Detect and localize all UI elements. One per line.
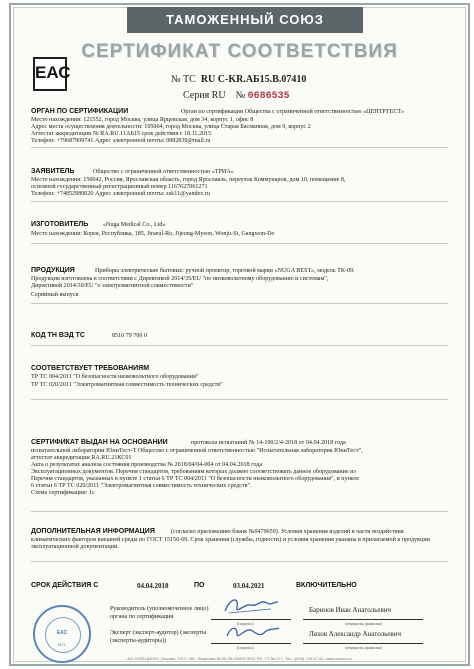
extra-line: климатических факторов внешней среды по ГОСТ 15150-69. Срок хранения (службы, годности) и условия хранения указаны в прилагаемой к продукции	[31, 537, 430, 543]
requirements-line: ТР ТС 004/2011 "О безопасности низковольтного оборудования"	[31, 374, 199, 380]
divider	[31, 511, 448, 512]
expert-signature	[223, 620, 283, 644]
applicant-line: Место нахождения: 150042, Россия, Ярославская область, город Ярославль, переулок Коммунаров, дом 10, помещение 8,	[31, 177, 346, 183]
name-caption: (инициалы, фамилия)	[345, 645, 382, 650]
tnved-code: 8516 79 700 0	[112, 333, 148, 339]
customs-union-ribbon: ТАМОЖЕННЫЙ СОЮЗ	[127, 7, 363, 33]
seal-mark: ЕАС	[56, 630, 68, 636]
series-number: Серия RU № 0686535	[183, 90, 290, 102]
name-line	[303, 643, 423, 644]
certification-seal	[33, 605, 91, 663]
organ-line: Адрес места осуществления деятельности: 105064, город Москва, улица Старая Басманная, дом 9, корпус 2	[31, 124, 311, 130]
seal-mp: М.П.	[57, 642, 67, 647]
basis-line: аттестат аккредитации RA.RU.21КС01	[31, 455, 132, 461]
organ-line: Орган по сертификации Общества с ограниченной ответственностью «ЦЕНТРТЕСТ»	[181, 109, 404, 115]
basis-heading: СЕРТИФИКАТ ВЫДАН НА ОСНОВАНИИ	[31, 439, 168, 446]
divider	[31, 399, 448, 400]
extra-line: (согласно приложению бланк №0479659). Условия хранения изделий в части воздействия	[171, 529, 404, 535]
manufacturer-line: Место нахождения: Корея, Республика, 185, Jiraeul-Ro, Jijeong-Myeon, Wonju-Si, Gangwon-Do	[31, 231, 275, 237]
expert-name: Ляхов Александр Анатольевич	[309, 630, 401, 638]
applicant-line: Телефон: +74852989020 Адрес электронной почты: zsk11@yandex.ru	[31, 191, 210, 197]
head-signature	[221, 593, 281, 619]
applicant-line: Общество с ограниченной ответственностью «ТРИА»	[93, 169, 234, 175]
applicant-line: основной государственный регистрационный номер 1167627061271	[31, 184, 208, 190]
sign-caption: (подпись)	[237, 645, 254, 650]
tnved-heading: КОД ТН ВЭД ТС	[31, 332, 85, 339]
manufacturer-line: «Nuga Medical Co., Ltd»	[103, 222, 166, 228]
divider	[31, 345, 448, 346]
eac-logo: ЕАС	[33, 57, 67, 91]
signature-line	[211, 643, 291, 644]
requirements-line: ТР ТС 020/2011 "Электромагнитная совместимость технических средств"	[31, 382, 223, 388]
validity-label: СРОК ДЕЙСТВИЯ С	[31, 582, 99, 589]
extra-heading: ДОПОЛНИТЕЛЬНАЯ ИНФОРМАЦИЯ	[31, 528, 155, 535]
divider	[31, 561, 448, 562]
divider	[31, 147, 448, 148]
basis-line: Схема сертификации: 1с	[31, 490, 95, 496]
divider	[31, 201, 448, 202]
basis-line: 6 статьи 6 ТР ТС 020/2011 "Электромагнитная совместимость технических средств".	[31, 483, 252, 489]
basis-line: протокола испытаний № 14-190/2/4-2018 от 04.04.2018 года	[191, 440, 346, 446]
basis-line: Эксплуатационных документов. Перечня стандартов, требованиям которых должно соответствовать данное оборудование из	[31, 469, 356, 475]
name-line	[303, 619, 423, 620]
validity-inclusive: ВКЛЮЧИТЕЛЬНО	[296, 582, 357, 589]
organ-line: Место нахождения: 121552, город Москва, улица Ярцевская, дом 34, корпус 1, офис 8	[31, 117, 254, 123]
product-heading: ПРОДУКЦИЯ	[31, 267, 75, 274]
basis-line: Акта о результатах анализа состояния производства № 2018/04/04-004 от 04.04.2018 года	[31, 462, 263, 468]
head-name: Баринов Иван Анатольевич	[309, 606, 392, 614]
certificate-number: № ТС RU C-KR.АБ15.В.07410	[171, 74, 307, 85]
basis-line: Перечня стандартов, указанных в пункте 1 статьи 6 ТР ТС 004/2011 "О безопасности низковольтного оборудования", и пункте	[31, 476, 360, 482]
product-line: Приборы электрические бытовые: ручной проектор, торговой марки «NUGA BEST», модель ТК-09.	[95, 268, 355, 274]
head-signature-label: Руководитель (уполномоченное лицо) органа по сертификации	[110, 606, 209, 620]
organ-line: Телефон: +79687909741 Адрес электронной почты: 0882839@mail.ru	[31, 138, 211, 144]
product-line: Серийный выпуск	[31, 292, 79, 298]
manufacturer-heading: ИЗГОТОВИТЕЛЬ	[31, 221, 89, 228]
organ-heading: ОРГАН ПО СЕРТИФИКАЦИИ	[31, 108, 129, 115]
organ-line: Аттестат аккредитации № RA.RU.11АБ15 срок действия с 18.11.2015	[31, 131, 212, 137]
sign-caption: (подпись)	[237, 621, 254, 626]
basis-line: испытательной лаборатории ЮниТест-Т Общество с ограниченной ответственностью "Испытательная лаборатория ЮниТест",	[31, 448, 363, 454]
product-line: Продукция изготовлена в соответствии с Директивой 2014/35/EU "по низковольтному оборудованию и системам",	[31, 276, 329, 282]
requirements-heading: СООТВЕТСТВУЕТ ТРЕБОВАНИЯМ	[31, 365, 150, 372]
extra-line: эксплуатационной документации.	[31, 544, 119, 550]
expert-signature-label: Эксперт (эксперт-аудитор) (эксперты (эксперты-аудиторы))	[110, 630, 206, 644]
validity-to-label: ПО	[194, 582, 205, 589]
validity-date-from: 04.04.2018	[137, 582, 169, 590]
product-line: Директивой 2014/30/EU "о электромагнитной совместимости"	[31, 283, 194, 289]
divider	[31, 303, 448, 304]
certificate-title: СЕРТИФИКАТ СООТВЕТСТВИЯ	[81, 41, 398, 62]
name-caption: (инициалы, фамилия)	[345, 621, 382, 626]
printer-footer: АО «ОПЕЦИОН», Москва, 2017, «В». Лицензия № 05-05-09/003 ФНС РФ. ТЗ № 177. Тел.: (495) 726-47-42, www.opcion.ru	[127, 656, 352, 661]
divider	[31, 243, 448, 244]
applicant-heading: ЗАЯВИТЕЛЬ	[31, 168, 75, 175]
certificate-frame	[9, 3, 470, 666]
validity-date-to: 03.04.2021	[233, 582, 265, 590]
